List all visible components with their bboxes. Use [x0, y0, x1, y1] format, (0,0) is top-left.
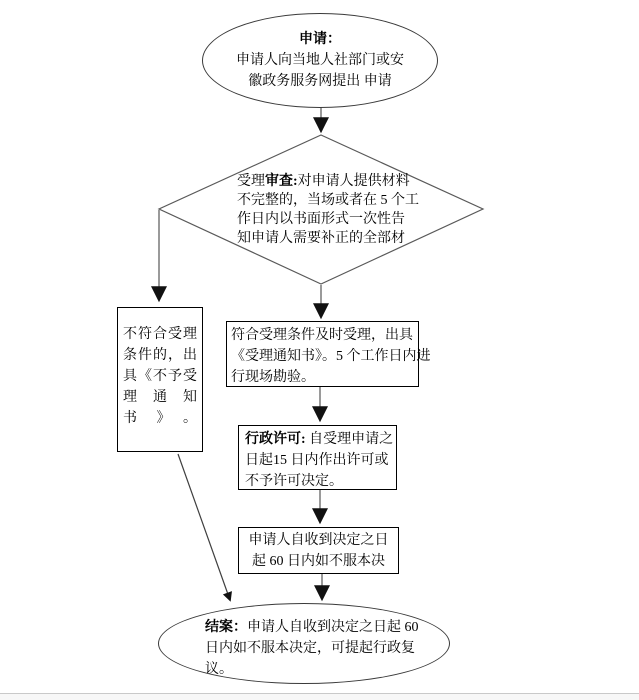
- node-decision-received: [238, 527, 399, 574]
- start-line-2: 徽政务服务网提出 申请: [248, 74, 392, 89]
- node-end-close-case: [158, 603, 450, 684]
- review-line-2: 不完整的，当场或者在 5 个工: [237, 193, 419, 208]
- end-line-1: 结案：申请人自收到决定之日起 60: [205, 620, 419, 635]
- reject-line-3: 具《不予受: [123, 369, 197, 384]
- accept-line-2: 《受理通知书》。5 个工作日内进: [231, 349, 431, 364]
- license-line-1: 行政许可: 自受理申请之: [245, 432, 394, 447]
- review-line-1: 受理审查:对申请人提供材料: [237, 174, 410, 189]
- node-start-apply: [202, 13, 438, 108]
- node-accept-inspection: [226, 321, 431, 387]
- decision-line-2: 起 60 日内如不服本决: [252, 554, 385, 569]
- accept-line-3: 行现场勘验。: [231, 370, 315, 385]
- review-line-4: 知申请人需要补正的全部材: [237, 231, 405, 246]
- license-line-2: 日起15 日内作出许可或: [245, 453, 389, 468]
- license-line-3: 不予许可决定。: [245, 474, 343, 489]
- accept-line-1: 符合受理条件及时受理，出具: [231, 328, 413, 343]
- node-admin-license: [238, 425, 397, 490]
- end-line-3: 议。: [205, 662, 233, 677]
- start-title: 申请：: [299, 32, 341, 47]
- reject-line-2: 条件的，出: [123, 348, 197, 363]
- reject-line-1: 不符合受理: [123, 327, 197, 342]
- start-line-1: 申请人向当地人社部门或安: [236, 53, 404, 68]
- node-review-check-text: [237, 172, 437, 248]
- decision-line-1: 申请人自收到决定之日: [248, 533, 389, 548]
- reject-line-4: 理通知书》。: [123, 390, 197, 426]
- review-line-3: 作日内以书面形式一次性告: [237, 212, 405, 227]
- connector-reject-to-end: [178, 454, 230, 600]
- footer-divider: [0, 693, 639, 700]
- end-line-2: 日内如不服本决定，可提起行政复: [205, 641, 415, 656]
- node-reject-notice: [117, 307, 203, 452]
